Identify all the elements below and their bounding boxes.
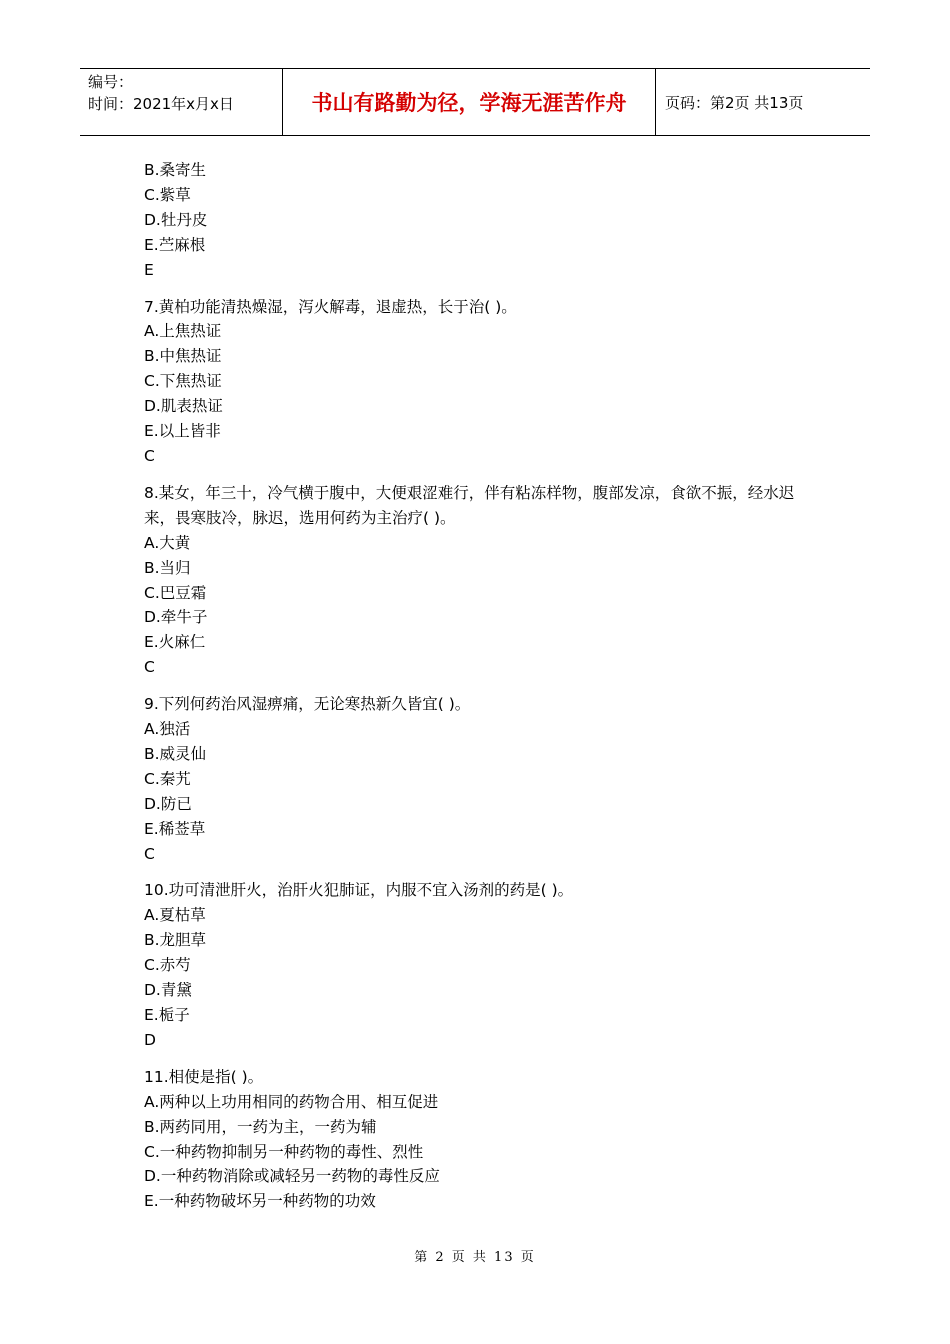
option-d: D.牵牛子 (144, 608, 208, 627)
option-a: A.夏枯草 (144, 906, 206, 925)
option-c: C.秦艽 (144, 769, 191, 788)
option-c: C.赤芍 (144, 956, 191, 975)
page-label: 页码：第2页 共13页 (665, 93, 804, 112)
option-c: C.紫草 (144, 185, 191, 204)
option-a: A.上焦热证 (144, 322, 222, 341)
header-motto-cell (282, 69, 656, 135)
option-c: C.巴豆霜 (144, 583, 207, 602)
answer: C (144, 658, 155, 677)
question-text: 7.黄柏功能清热燥湿，泻火解毒，退虚热，长于治( )。 (144, 297, 517, 316)
option-c: C.下焦热证 (144, 372, 222, 391)
answer: E (144, 260, 154, 279)
option-d: D.一种药物消除或减轻另一药物的毒性反应 (144, 1167, 440, 1186)
option-a: A.大黄 (144, 533, 191, 552)
question-11 (144, 1065, 824, 1214)
number-label: 编号： (88, 73, 134, 91)
question-10 (144, 878, 824, 1052)
prev-question-block (144, 158, 824, 283)
option-b: B.龙胆草 (144, 931, 207, 950)
page-footer (0, 1246, 950, 1265)
option-b: B.中焦热证 (144, 347, 222, 366)
option-d: D.青黛 (144, 981, 192, 1000)
question-7 (144, 295, 824, 469)
question-text: 11.相使是指( )。 (144, 1067, 264, 1086)
option-a: A.两种以上功用相同的药物合用、相互促进 (144, 1092, 439, 1111)
page-header (80, 68, 870, 136)
option-e: E.稀莶草 (144, 819, 206, 838)
question-text: 8.某女，年三十，冷气横于腹中，大便艰涩难行，伴有粘冻样物，腹部发凉，食欲不振，经水迟来，畏寒肢冷，脉迟，选用何药为主治疗( )。 (144, 483, 795, 527)
answer: D (144, 1030, 156, 1049)
option-e: E.火麻仁 (144, 633, 206, 652)
question-content (144, 158, 824, 1214)
option-e: E.苎麻根 (144, 235, 206, 254)
question-text: 9.下列何药治风湿痹痛，无论寒热新久皆宜( )。 (144, 695, 471, 714)
option-e: E.以上皆非 (144, 422, 221, 441)
option-a: A.独活 (144, 720, 191, 739)
answer: C (144, 844, 155, 863)
footer-page-number: 第 2 页 共 13 页 (414, 1250, 536, 1265)
option-b: B.两药同用，一药为主，一药为辅 (144, 1117, 377, 1136)
question-text: 10.功可清泄肝火，治肝火犯肺证，内服不宜入汤剂的药是( )。 (144, 881, 574, 900)
time-label: 时间：2021年x月x日 (88, 95, 234, 113)
option-c: C.一种药物抑制另一种药物的毒性、烈性 (144, 1142, 424, 1161)
option-b: B.桑寄生 (144, 161, 207, 179)
header-left-cell (80, 69, 282, 135)
header-right-cell (656, 69, 870, 135)
option-b: B.当归 (144, 558, 191, 577)
option-e: E.一种药物破坏另一种药物的功效 (144, 1192, 376, 1211)
motto: 书山有路勤为径，学海无涯苦作舟 (311, 91, 627, 115)
option-b: B.威灵仙 (144, 744, 207, 763)
option-d: D.防已 (144, 794, 192, 813)
option-d: D.牡丹皮 (144, 210, 208, 229)
question-9 (144, 692, 824, 866)
option-e: E.栀子 (144, 1006, 190, 1024)
option-d: D.肌表热证 (144, 397, 223, 416)
question-8 (144, 481, 824, 680)
answer: C (144, 446, 155, 465)
